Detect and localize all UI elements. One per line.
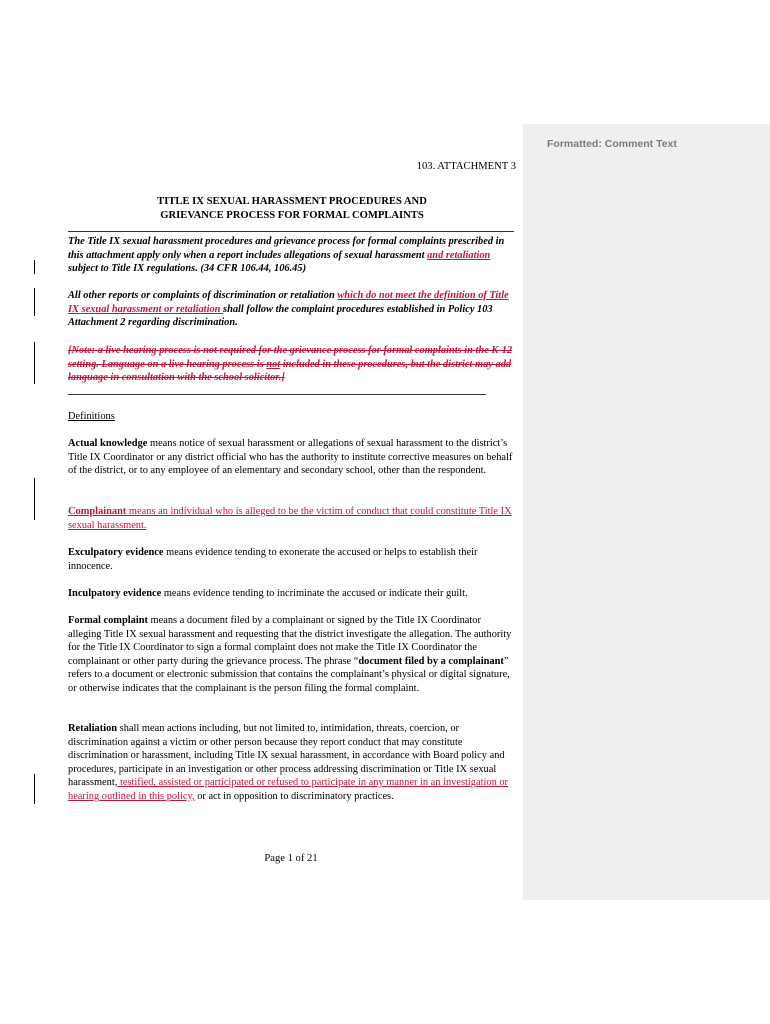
- comment-heading: Formatted: Comment Text: [547, 138, 677, 150]
- definitions-heading: Definitions: [68, 411, 115, 422]
- deleted-text: not: [266, 358, 281, 370]
- definition-text: means evidence tending to incriminate the accused or indicate their guilt.: [161, 588, 468, 599]
- intro-text: shall follow the complaint procedures established in Policy 103 Attachment 2 regarding discrimination.: [68, 303, 493, 329]
- definition-actual-knowledge: [68, 437, 514, 478]
- term: Retaliation: [68, 723, 118, 734]
- attachment-label: 103. ATTACHMENT 3: [416, 161, 516, 172]
- intro-paragraph-2: [68, 289, 514, 330]
- term: Formal complaint: [68, 615, 148, 626]
- page-number: Page 1 of 21: [264, 853, 318, 864]
- deleted-text: [Note: a live hearing process is not required for the grievance process for formal complaints in the K-12 setting. Language on a live hearing process is: [68, 345, 513, 370]
- divider: [68, 394, 486, 395]
- intro-text: The Title IX sexual harassment procedures and grievance process for formal complaints prescribed in this attachment apply only when a report includes allegations of sexual harassment: [68, 236, 505, 261]
- change-bar: [34, 774, 35, 804]
- definition-text: means evidence tending to exonerate the accused or helps to establish their innocence.: [68, 547, 478, 572]
- definition-text: ” refers to a document or electronic submission that contains the complainant’s physical or digital signature, or otherwise indicates that the complainant is the person filing the formal complaint.: [68, 655, 510, 694]
- definition-text: means a document filed by a complainant or signed by the Title IX Coordinator alleging Title IX sexual harassment and requesting that the district investigate the allegation. The authority for the Title IX Coordinator to sign a formal complaint does not make the Title IX Coordinator the complainant or other party during the grievance process. The phrase “: [68, 615, 512, 667]
- definition-formal-complaint: [68, 614, 514, 696]
- deleted-note: [68, 344, 514, 385]
- title-line-1: TITLE IX SEXUAL HARASSMENT PROCEDURES AND: [157, 196, 427, 207]
- change-bar: [34, 342, 35, 384]
- term: Complainant: [68, 506, 127, 517]
- term: Inculpatory evidence: [68, 588, 162, 599]
- definition-text: or act in opposition to discriminatory practices.: [194, 790, 394, 802]
- deleted-text: included in these procedures, but the district may add language in consultation with the school solicitor.]: [68, 358, 512, 384]
- title-line-2: GRIEVANCE PROCESS FOR FORMAL COMPLAINTS: [160, 209, 424, 221]
- term: document filed by a complainant: [358, 655, 504, 667]
- definition-inculpatory: [68, 587, 514, 601]
- definition-exculpatory: [68, 546, 514, 573]
- inserted-text: testified, assisted or participated or refused to participate in any manner in an investigation or hearing outlined in this policy,: [68, 777, 509, 802]
- definition-text: means notice of sexual harassment or allegations of sexual harassment to the district’s Title IX Coordinator or any district official who has the authority to institute corrective measures on behalf of the district, or to any employee of an elementary and secondary school, other than the respondent.: [68, 438, 513, 477]
- intro-text: subject to Title IX regulations. (34 CFR 106.44, 106.45): [68, 263, 307, 275]
- definition-text: means an individual who is alleged to be the victim of conduct that could constitute Title IX sexual harassment.: [68, 506, 512, 531]
- change-bar: [34, 478, 35, 520]
- inserted-text: and retaliation: [427, 249, 491, 261]
- comment-pane: [523, 124, 770, 900]
- term: Exculpatory evidence: [68, 547, 164, 558]
- definition-complainant: [68, 505, 514, 532]
- change-bar: [34, 260, 35, 274]
- divider: [68, 231, 514, 232]
- inserted-text: which do not meet the definition of Title IX sexual harassment or retaliation: [68, 290, 509, 315]
- term: Actual knowledge: [68, 438, 148, 449]
- document-title: [68, 195, 516, 222]
- definition-text: shall mean actions including, but not limited to, intimidation, threats, coercion, or discrimination against a victim or other person because they report conduct that may constitute discrimination or harassment, including Title IX sexual harassment, in accordance with Board policy and procedures, participate in an investigation or other process addressing discrimination or Title IX sexual harassment,: [68, 723, 505, 789]
- change-bar: [34, 288, 35, 316]
- intro-text: All other reports or complaints of discrimination or retaliation: [68, 290, 338, 301]
- intro-paragraph-1: [68, 235, 514, 276]
- definition-retaliation: [68, 722, 514, 804]
